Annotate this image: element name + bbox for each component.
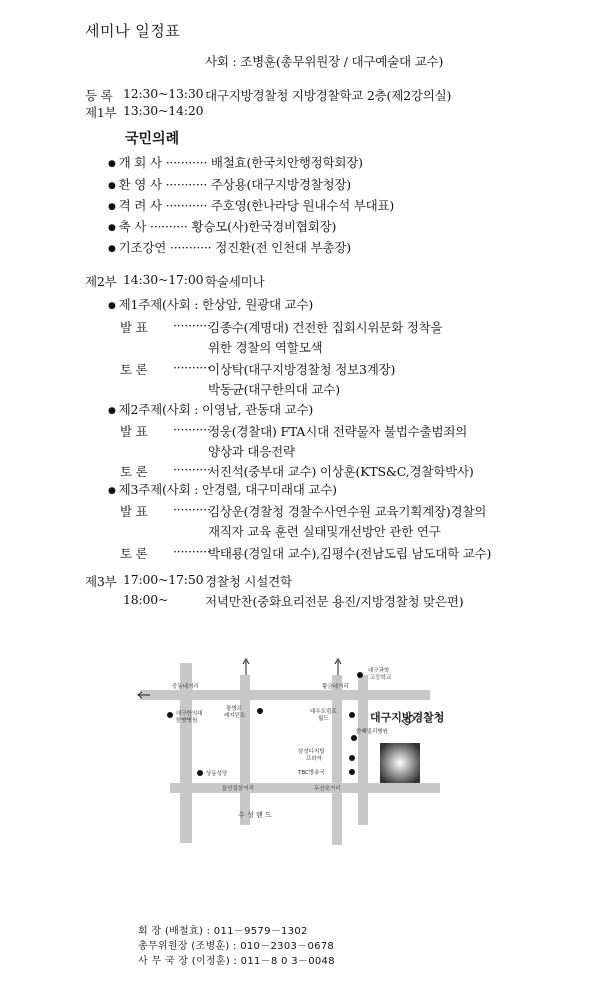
- label-gwahak2: 고등학교: [370, 675, 392, 681]
- label-hanui2: 한방병원: [176, 718, 198, 724]
- location-map: [130, 655, 470, 845]
- label-daewoo2: 월드: [318, 716, 329, 722]
- label-suseong: 수 성 랜 드: [238, 811, 272, 819]
- label-family: 한패밀리병원: [356, 729, 388, 735]
- label-gwahak1: 대구과학: [368, 668, 390, 674]
- label-samsung1: 삼성디지털: [298, 749, 325, 755]
- label-sangdong: 상동성당: [206, 771, 228, 777]
- label-gwang1: 광명프: [226, 706, 242, 712]
- label-hanui1: 대구한의대: [176, 711, 203, 717]
- destination-marker: [380, 743, 420, 783]
- label-jungdong: 중동네거리: [172, 684, 199, 690]
- destination-label: 대구지방경찰청: [370, 711, 445, 724]
- host-line: 사회 : 조병훈(총무위원장 / 대구예술대 교수): [205, 54, 444, 69]
- label-daewoo1: 대우트럼프: [310, 709, 337, 715]
- label-gwang2: 레지던트: [224, 713, 246, 719]
- label-tbc: TBC방송국: [298, 770, 325, 776]
- page-title: 세미나 일정표: [85, 22, 181, 40]
- label-deuran: 들안길삼거리: [222, 786, 254, 792]
- label-dusan: 두산오거리: [314, 786, 341, 792]
- label-hwanggeum: 황금네거리: [322, 684, 349, 690]
- label-samsung2: 프라자: [306, 756, 322, 762]
